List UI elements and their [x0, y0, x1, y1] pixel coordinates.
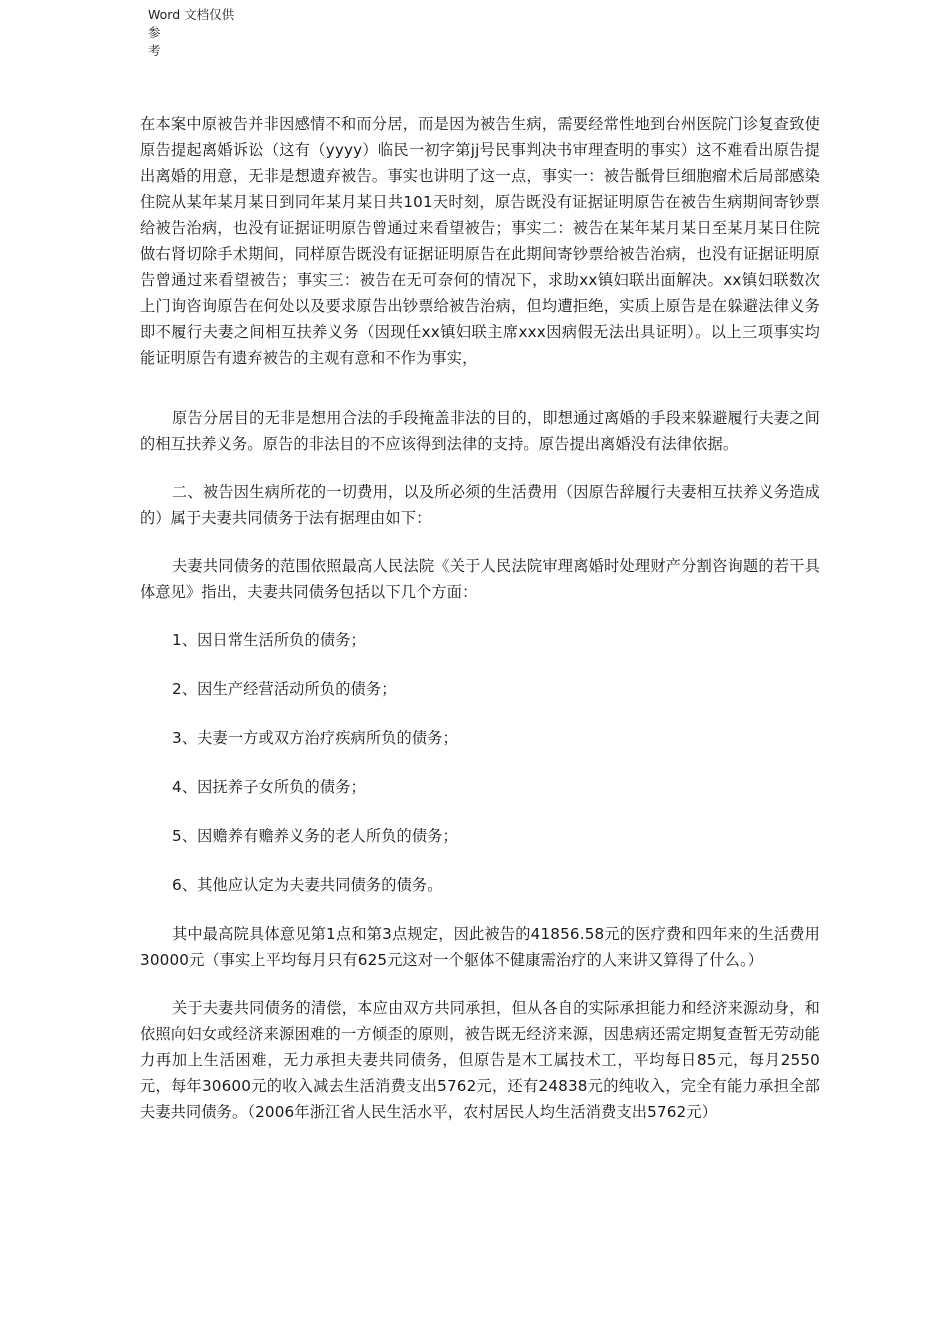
list-item: 6、其他应认定为夫妻共同债务的债务。 [172, 876, 443, 894]
paragraph-medical-costs: 其中最高院具体意见第1点和第3点规定，因此被告的41856.58元的医疗费和四年来的生活费用30000元（事实上平均每月只有625元这对一个躯体不健康需治疗的人来讲又算得了什么。） [140, 925, 820, 969]
document-body [140, 111, 820, 1125]
list-item: 4、因抚养子女所负的债务； [172, 778, 366, 796]
paragraph-joint-debt-heading: 二、被告因生病所花的一切费用，以及所必须的生活费用（因原告辞履行夫妻相互扶养义务造成的）属于夫妻共同债务于法有据理由如下： [140, 483, 820, 527]
joint-debt-list [140, 627, 820, 898]
paragraph-separation-purpose: 原告分居目的无非是想用合法的手段掩盖非法的目的，即想通过离婚的手段来躲避履行夫妻之间的相互扶养义务。原告的非法目的不应该得到法律的支持。原告提出离婚没有法律依据。 [140, 409, 820, 453]
page-header [148, 6, 238, 60]
header-line-1: Word 文档仅供参 [148, 7, 235, 40]
list-item: 3、夫妻一方或双方治疗疾病所负的债务； [172, 729, 458, 747]
paragraph-debt-repayment: 关于夫妻共同债务的清偿，本应由双方共同承担，但从各自的实际承担能力和经济来源动身，和依照向妇女或经济来源困难的一方倾歪的原则，被告既无经济来源，因患病还需定期复查暂无劳动能力再加上生活困难，无力承担夫妻共同债务，但原告是木工属技术工，平均每日85元，每月2550元，每年30600元的收入减去生活消费支出5762元，还有24838元的纯收入，完全有能力承担全部夫妻共同债务。（2006年浙江省人民生活水平，农村居民人均生活消费支出5762元） [140, 999, 820, 1121]
list-item: 1、因日常生活所负的债务； [172, 631, 366, 649]
list-item: 2、因生产经营活动所负的债务； [172, 680, 397, 698]
paragraph-abandonment-facts: 在本案中原被告并非因感情不和而分居，而是因为被告生病，需要经常性地到台州医院门诊复查致使原告提起离婚诉讼（这有（yyyy）临民一初字第jj号民事判决书审理查明的事实）这不难看出原告提出离婚的用意，无非是想遗弃被告。事实也讲明了这一点，事实一：被告骶骨巨细胞瘤术后局部感染住院从某年某月某日到同年某月某日共101天时刻，原告既没有证据证明原告在被告生病期间寄钞票给被告治病，也没有证据证明原告曾通过来看望被告；事实二：被告在某年某月某日至某月某日住院做右肾切除手术期间，同样原告既没有证据证明原告在此期间寄钞票给被告治病，也没有证据证明原告曾通过来看望被告；事实三：被告在无可奈何的情况下，求助xx镇妇联出面解决。xx镇妇联数次上门询咨询原告在何处以及要求原告出钞票给被告治病，但均遭拒绝，实质上原告是在躲避法律义务即不履行夫妻之间相互扶养义务（因现任xx镇妇联主席xxx因病假无法出具证明）。以上三项事实均能证明原告有遗弃被告的主观有意和不作为事实， [140, 115, 820, 367]
header-line-2: 考 [148, 43, 161, 58]
list-item: 5、因赡养有赡养义务的老人所负的债务； [172, 827, 458, 845]
paragraph-joint-debt-scope: 夫妻共同债务的范围依照最高人民法院《关于人民法院审理离婚时处理财产分割咨询题的若干具体意见》指出，夫妻共同债务包括以下几个方面： [140, 557, 820, 601]
